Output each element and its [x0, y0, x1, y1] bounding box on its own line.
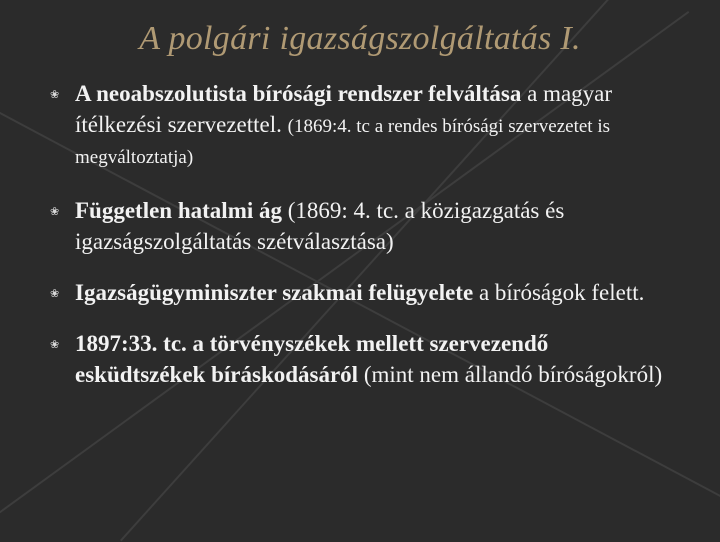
list-item	[44, 195, 684, 257]
flower-bullet-icon: ❀	[50, 89, 60, 101]
slide-title: A polgári igazságszolgáltatás I.	[139, 20, 581, 57]
list-item	[44, 277, 684, 308]
item-text: (mint nem állandó bíróságokról)	[358, 362, 663, 387]
list-item	[44, 78, 684, 171]
list-item	[44, 328, 684, 390]
item-text: (1869: 4. tc. a közigazgatás és igazságszolgáltatás szétválasztása)	[75, 198, 565, 254]
item-bold-text: Igazságügyminiszter szakmai felügyelete	[75, 280, 474, 305]
item-text: a magyar ítélkezési szervezettel.	[75, 81, 613, 137]
item-bold-text: Független hatalmi ág	[75, 198, 282, 223]
item-small-text: (1869:4. tc a rendes bírósági szervezetet is megváltoztatja)	[75, 116, 610, 168]
bullet-list	[44, 78, 684, 390]
flower-bullet-icon: ❀	[50, 288, 60, 300]
item-bold-text: 1897:33. tc. a törvényszékek mellett szervezendő esküdtszékek bíráskodásáról	[75, 331, 549, 387]
flower-bullet-icon: ❀	[50, 339, 60, 351]
flower-bullet-icon: ❀	[50, 206, 60, 218]
item-bold-text: A neoabszolutista bírósági rendszer felváltása	[75, 81, 522, 106]
item-text: a bíróságok felett.	[473, 280, 645, 305]
